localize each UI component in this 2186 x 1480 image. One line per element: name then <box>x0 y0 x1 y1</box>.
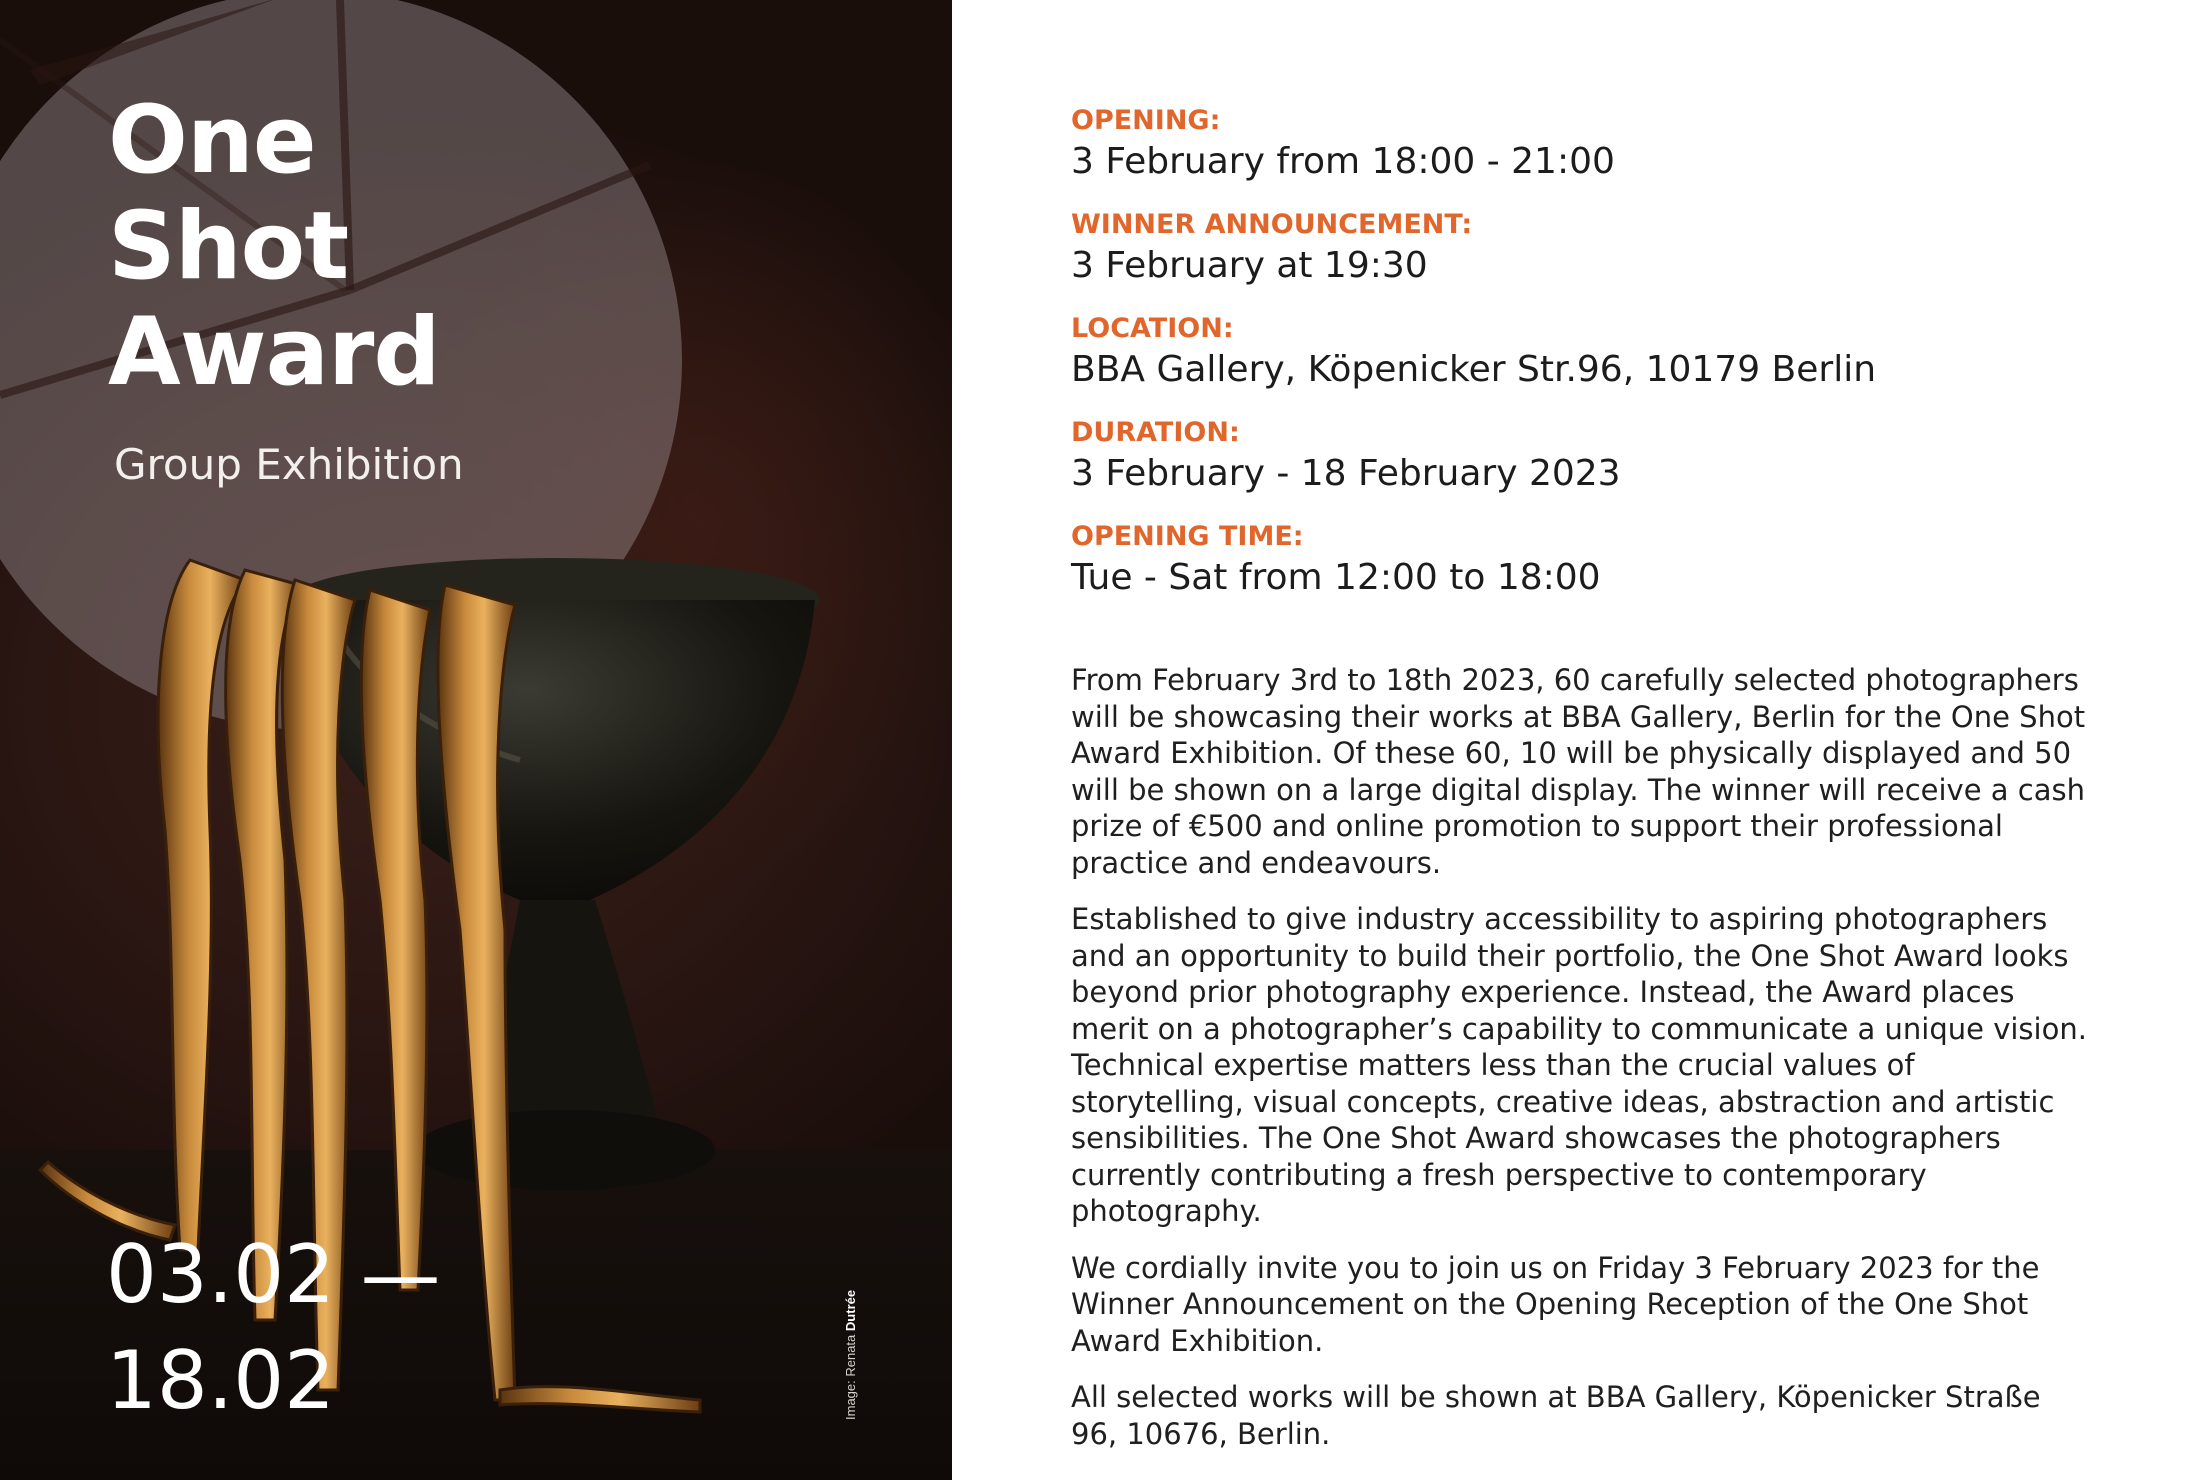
credit-prefix: Image: Renata <box>843 1334 858 1420</box>
event-info-list <box>1071 104 2101 624</box>
poster-subtitle: Group Exhibition <box>114 440 464 489</box>
info-value: 3 February - 18 February 2023 <box>1071 453 1621 494</box>
description-paragraph: Established to give industry accessibility to aspiring photographers and an opportunity to build their portfolio, the One Shot Award looks beyond prior photography experience. Instead, the Award places merit on a photographer’s capability to communicate a unique vision. Technical expertise matters less than the crucial values of storytelling, visual concepts, creative ideas, abstraction and artistic sensibilities. The One Shot Award showcases the photographers currently contributing a fresh perspective to contemporary photography. <box>1071 902 2087 1228</box>
info-label: LOCATION: <box>1071 313 1234 344</box>
description-body <box>1071 662 2091 1472</box>
description-paragraph: All selected works will be shown at BBA Gallery, Köpenicker Straße 96, 10676, Berlin. <box>1071 1380 2041 1451</box>
poster-title <box>108 88 440 406</box>
description-paragraph: We cordially invite you to join us on Friday 3 February 2023 for the Winner Announcement on the Opening Reception of the One Shot Award Exhibition. <box>1071 1250 2040 1358</box>
info-opening <box>1071 104 2101 186</box>
info-value: 3 February from 18:00 - 21:00 <box>1071 141 1615 182</box>
info-label: WINNER ANNOUNCEMENT: <box>1071 209 1473 240</box>
info-value: 3 February at 19:30 <box>1071 245 1428 286</box>
info-label: OPENING TIME: <box>1071 521 1304 552</box>
info-location <box>1071 312 2101 394</box>
info-winner-announcement <box>1071 208 2101 290</box>
poster-dates <box>106 1222 440 1434</box>
description-paragraph: From February 3rd to 18th 2023, 60 carefully selected photographers will be showcasing their works at BBA Gallery, Berlin for the One Shot Award Exhibition. Of these 60, 10 will be physically displayed and 50 will be shown on a large digital display. The winner will receive a cash prize of €500 and online promotion to support their professional practice and endeavours. <box>1071 663 2086 880</box>
date-start: 03.02 — <box>106 1228 441 1321</box>
poster-panel <box>0 0 952 1480</box>
info-opening-time <box>1071 520 2101 602</box>
info-label: DURATION: <box>1071 417 1240 448</box>
credit-name: Dutrée <box>843 1289 858 1332</box>
info-value: Tue - Sat from 12:00 to 18:00 <box>1071 557 1601 598</box>
title-line-one: One <box>108 86 316 195</box>
info-label: OPENING: <box>1071 105 1221 136</box>
image-credit <box>843 1290 858 1420</box>
info-duration <box>1071 416 2101 498</box>
info-value: BBA Gallery, Köpenicker Str.96, 10179 Berlin <box>1071 349 1877 390</box>
title-line-award: Award <box>108 298 440 407</box>
date-end: 18.02 <box>106 1334 336 1427</box>
title-line-shot: Shot <box>108 192 349 301</box>
